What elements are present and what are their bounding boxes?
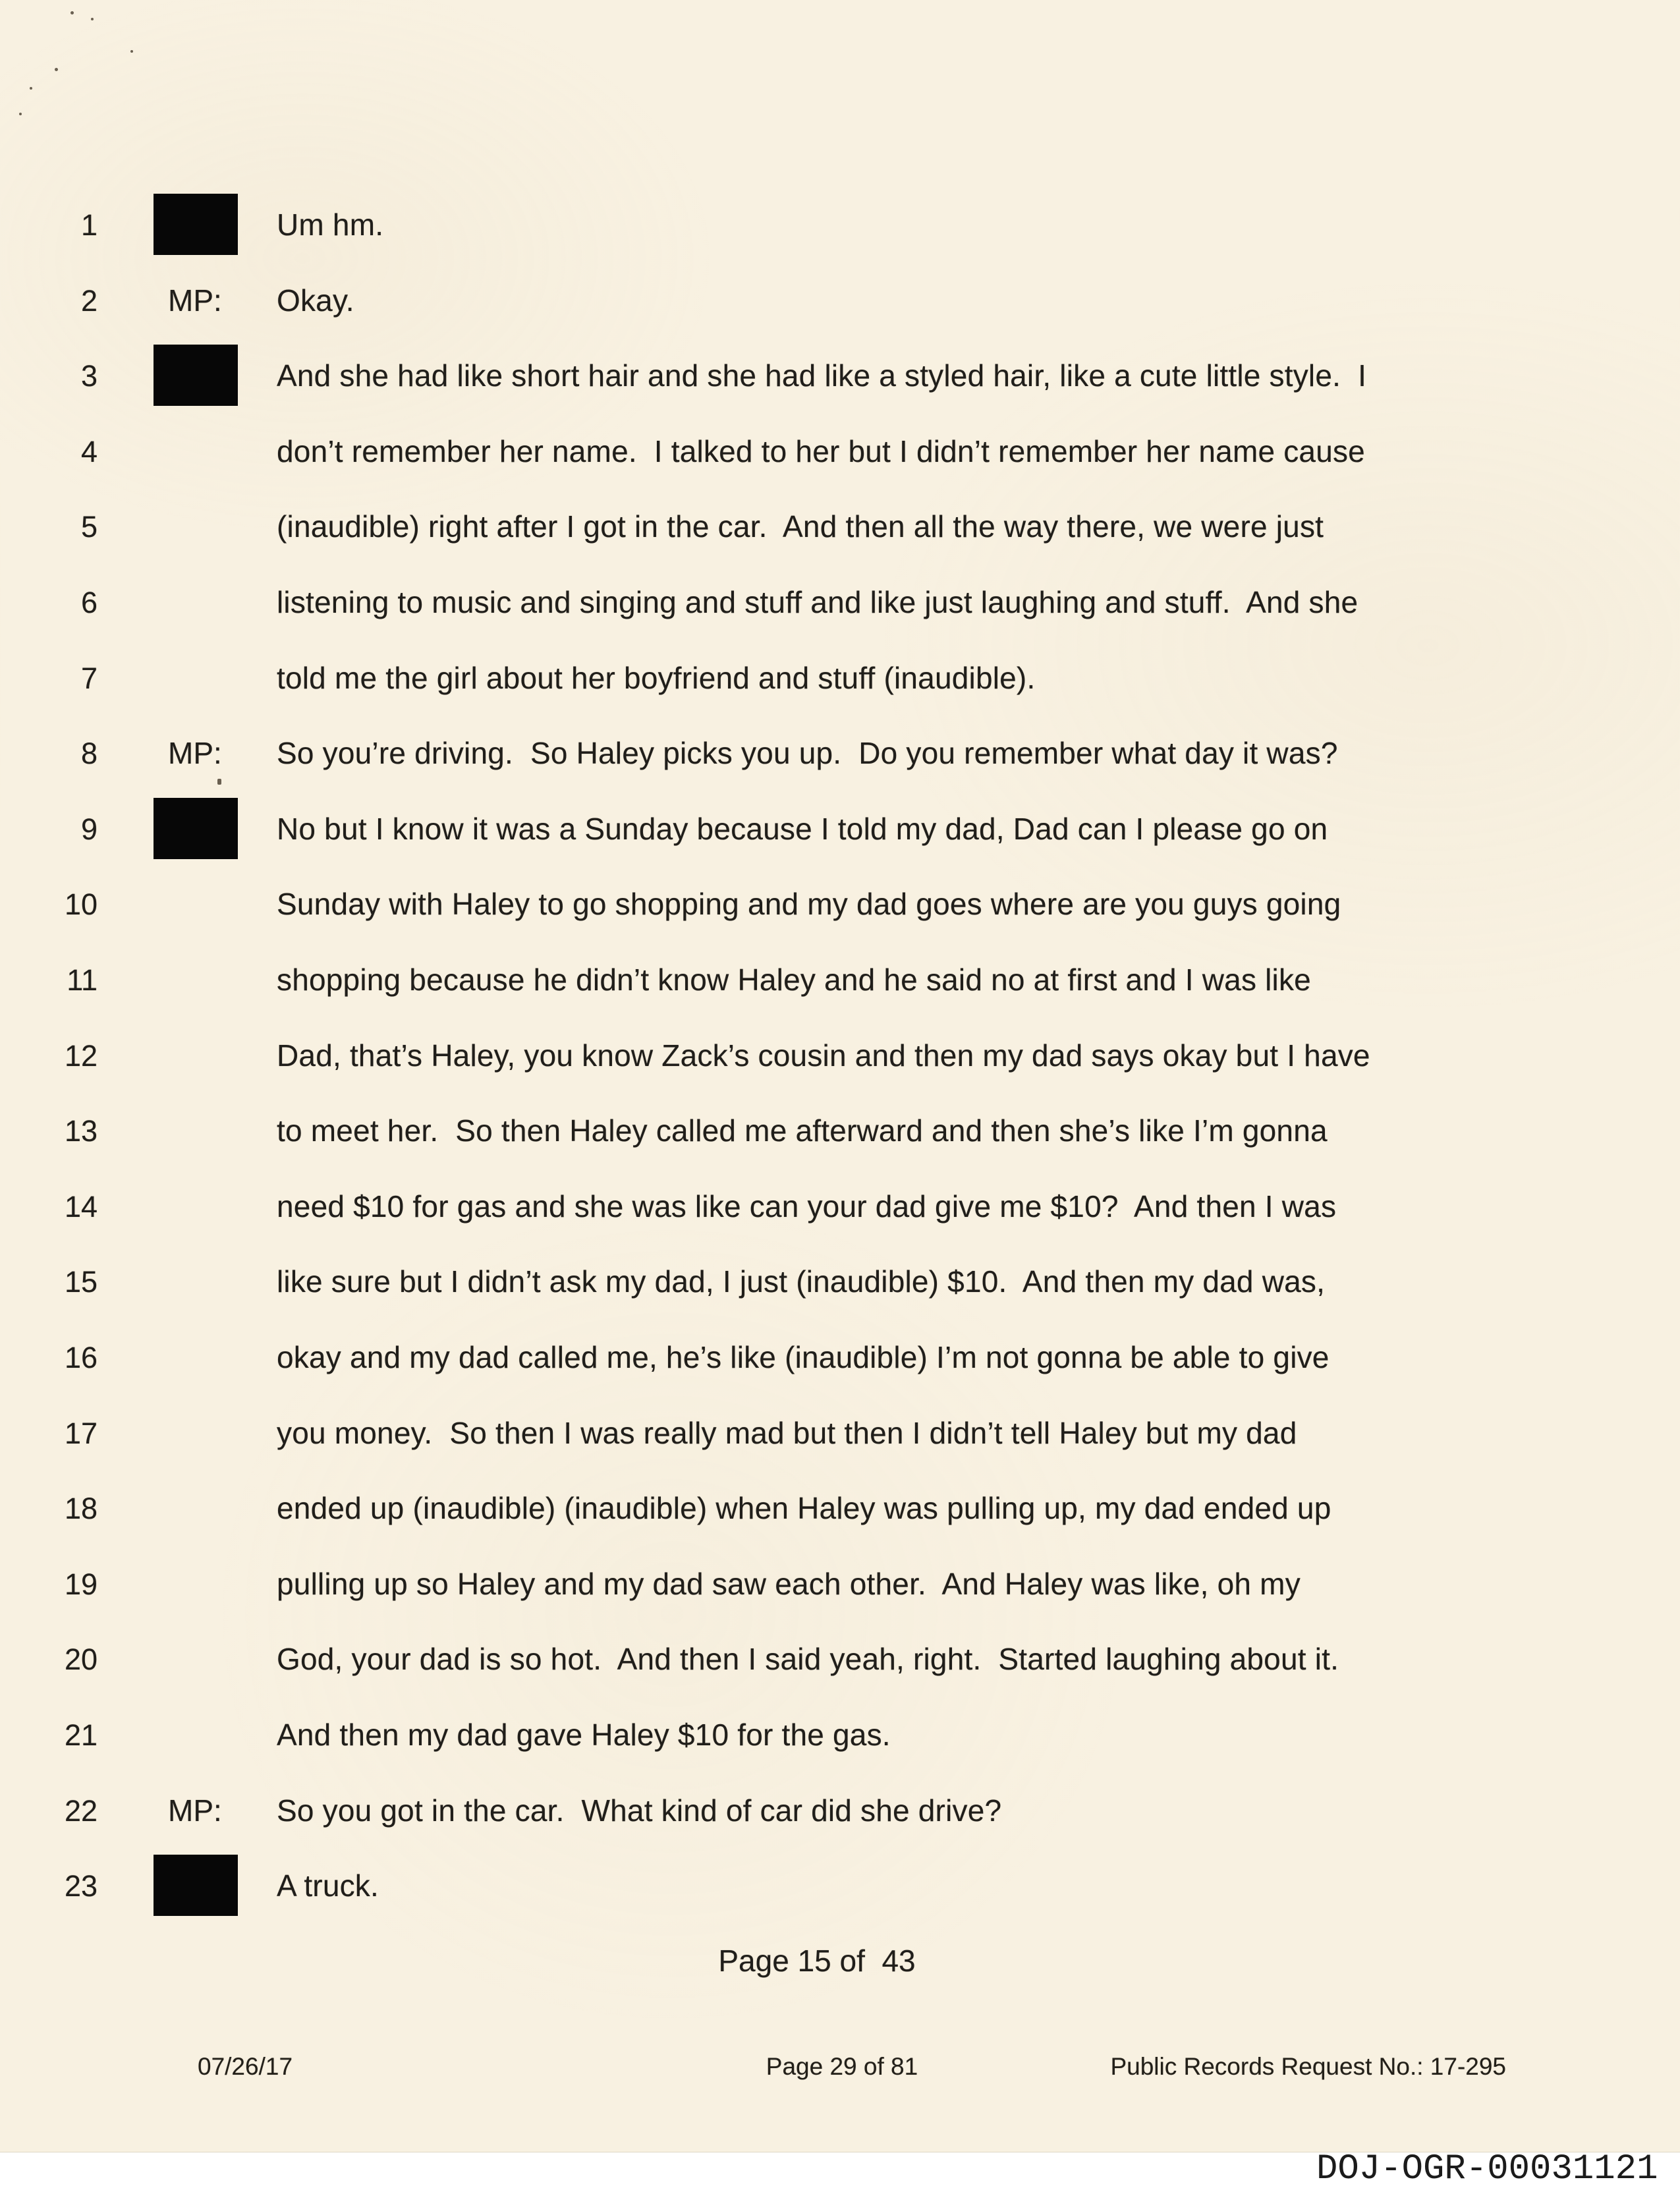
transcript-line (0, 640, 1680, 716)
transcript-text: (inaudible) right after I got in the car. And then all the way there, we were just (277, 509, 1324, 544)
transcript-text: pulling up so Haley and my dad saw each other. And Haley was like, oh my (277, 1566, 1301, 1601)
line-number: 16 (64, 1341, 98, 1374)
line-number: 9 (80, 812, 98, 846)
line-number: 14 (64, 1189, 98, 1223)
bates-stamp: DOJ-OGR-00031121 (1316, 2149, 1658, 2189)
transcript-text: told me the girl about her boyfriend and stuff (inaudible). (277, 660, 1036, 695)
transcript-text: So you got in the car. What kind of car did she drive? (277, 1793, 1002, 1828)
transcript-text: ended up (inaudible) (inaudible) when Haley was pulling up, my dad ended up (277, 1491, 1331, 1526)
line-number: 6 (80, 586, 98, 619)
line-number: 4 (80, 434, 98, 468)
transcript-line (0, 187, 1680, 263)
scan-speck (19, 113, 22, 115)
transcript-text: So you’re driving. So Haley picks you up. Do you remember what day it was? (277, 736, 1338, 771)
transcript-text: A truck. (277, 1868, 379, 1903)
transcript-text: God, your dad is so hot. And then I said yeah, right. Started laughing about it. (277, 1642, 1339, 1677)
line-number: 12 (64, 1038, 98, 1073)
line-number: 15 (64, 1265, 98, 1299)
transcript-line (0, 489, 1680, 565)
scan-speck (30, 87, 32, 90)
transcript-text: Okay. (277, 283, 354, 318)
transcript-text: you money. So then I was really mad but then I didn’t tell Haley but my dad (277, 1415, 1297, 1450)
redaction-box (154, 345, 238, 406)
speaker-label: MP: (168, 736, 222, 771)
line-number: 7 (80, 661, 98, 695)
transcript-line (0, 1848, 1680, 1924)
transcript-body (0, 187, 1680, 1933)
scan-speck (70, 11, 74, 14)
transcript-text: Um hm. (277, 208, 384, 242)
line-number: 18 (64, 1492, 98, 1526)
line-number: 1 (80, 208, 98, 242)
transcript-text: No but I know it was a Sunday because I told my dad, Dad can I please go on (277, 811, 1328, 846)
transcript-text: And then my dad gave Haley $10 for the gas. (277, 1718, 891, 1752)
transcript-line (0, 565, 1680, 640)
transcript-text: listening to music and singing and stuff and like just laughing and stuff. And she (277, 585, 1358, 619)
line-number: 20 (64, 1642, 98, 1677)
line-number: 8 (80, 737, 98, 771)
transcript-text: okay and my dad called me, he’s like (inaudible) I’m not gonna be able to give (277, 1340, 1330, 1374)
transcript-text: Dad, that’s Haley, you know Zack’s cousin and then my dad says okay but I have (277, 1038, 1370, 1073)
transcript-text: need $10 for gas and she was like can your dad give me $10? And then I was (277, 1189, 1337, 1223)
redaction-box (154, 194, 238, 255)
transcript-text: don’t remember her name. I talked to her but I didn’t remember her name cause (277, 434, 1365, 468)
transcript-page-number: Page 15 of 43 (718, 1944, 916, 1978)
redaction-box (154, 798, 238, 859)
transcript-line (0, 942, 1680, 1018)
transcript-line (0, 1546, 1680, 1622)
line-number: 3 (80, 359, 98, 393)
transcript-text: to meet her. So then Haley called me afterward and then she’s like I’m gonna (277, 1113, 1328, 1148)
line-number: 21 (64, 1718, 98, 1752)
transcript-line (0, 1471, 1680, 1546)
transcript-line (0, 263, 1680, 339)
transcript-line (0, 866, 1680, 942)
transcript-line (0, 1697, 1680, 1773)
transcript-line (0, 1320, 1680, 1395)
line-number: 22 (64, 1793, 98, 1828)
transcript-line (0, 1395, 1680, 1471)
transcript-text: shopping because he didn’t know Haley and he said no at first and I was like (277, 963, 1311, 997)
line-number: 11 (67, 963, 98, 997)
transcript-line (0, 1621, 1680, 1697)
transcript-line (0, 1018, 1680, 1094)
scan-speck (91, 18, 94, 20)
transcript-text: Sunday with Haley to go shopping and my dad goes where are you guys going (277, 887, 1341, 922)
transcript-line (0, 1093, 1680, 1169)
line-number: 23 (64, 1869, 98, 1903)
line-number: 13 (64, 1114, 98, 1148)
line-number: 10 (64, 887, 98, 922)
transcript-line (0, 414, 1680, 490)
footer (0, 2050, 1680, 2083)
transcript-line (0, 1773, 1680, 1849)
scan-speck (130, 50, 133, 53)
footer-records-request-number: Public Records Request No.: 17-295 (1110, 2053, 1506, 2080)
scan-speck (217, 779, 221, 785)
transcript-line (0, 1244, 1680, 1320)
transcript-line (0, 716, 1680, 791)
footer-date: 07/26/17 (198, 2053, 293, 2080)
speaker-label: MP: (168, 283, 222, 318)
scan-speck (55, 68, 58, 71)
transcript-line (0, 1169, 1680, 1245)
transcript-line (0, 338, 1680, 414)
line-number: 17 (64, 1416, 98, 1450)
speaker-label: MP: (168, 1793, 222, 1828)
line-number: 5 (80, 510, 98, 544)
transcript-text: like sure but I didn’t ask my dad, I just (inaudible) $10. And then my dad was, (277, 1264, 1326, 1299)
line-number: 19 (64, 1567, 98, 1601)
line-number: 2 (80, 283, 98, 318)
footer-page-number: Page 29 of 81 (766, 2053, 918, 2080)
redaction-box (154, 1855, 238, 1916)
transcript-text: And she had like short hair and she had like a styled hair, like a cute little style. I (277, 358, 1367, 393)
transcript-line (0, 791, 1680, 867)
